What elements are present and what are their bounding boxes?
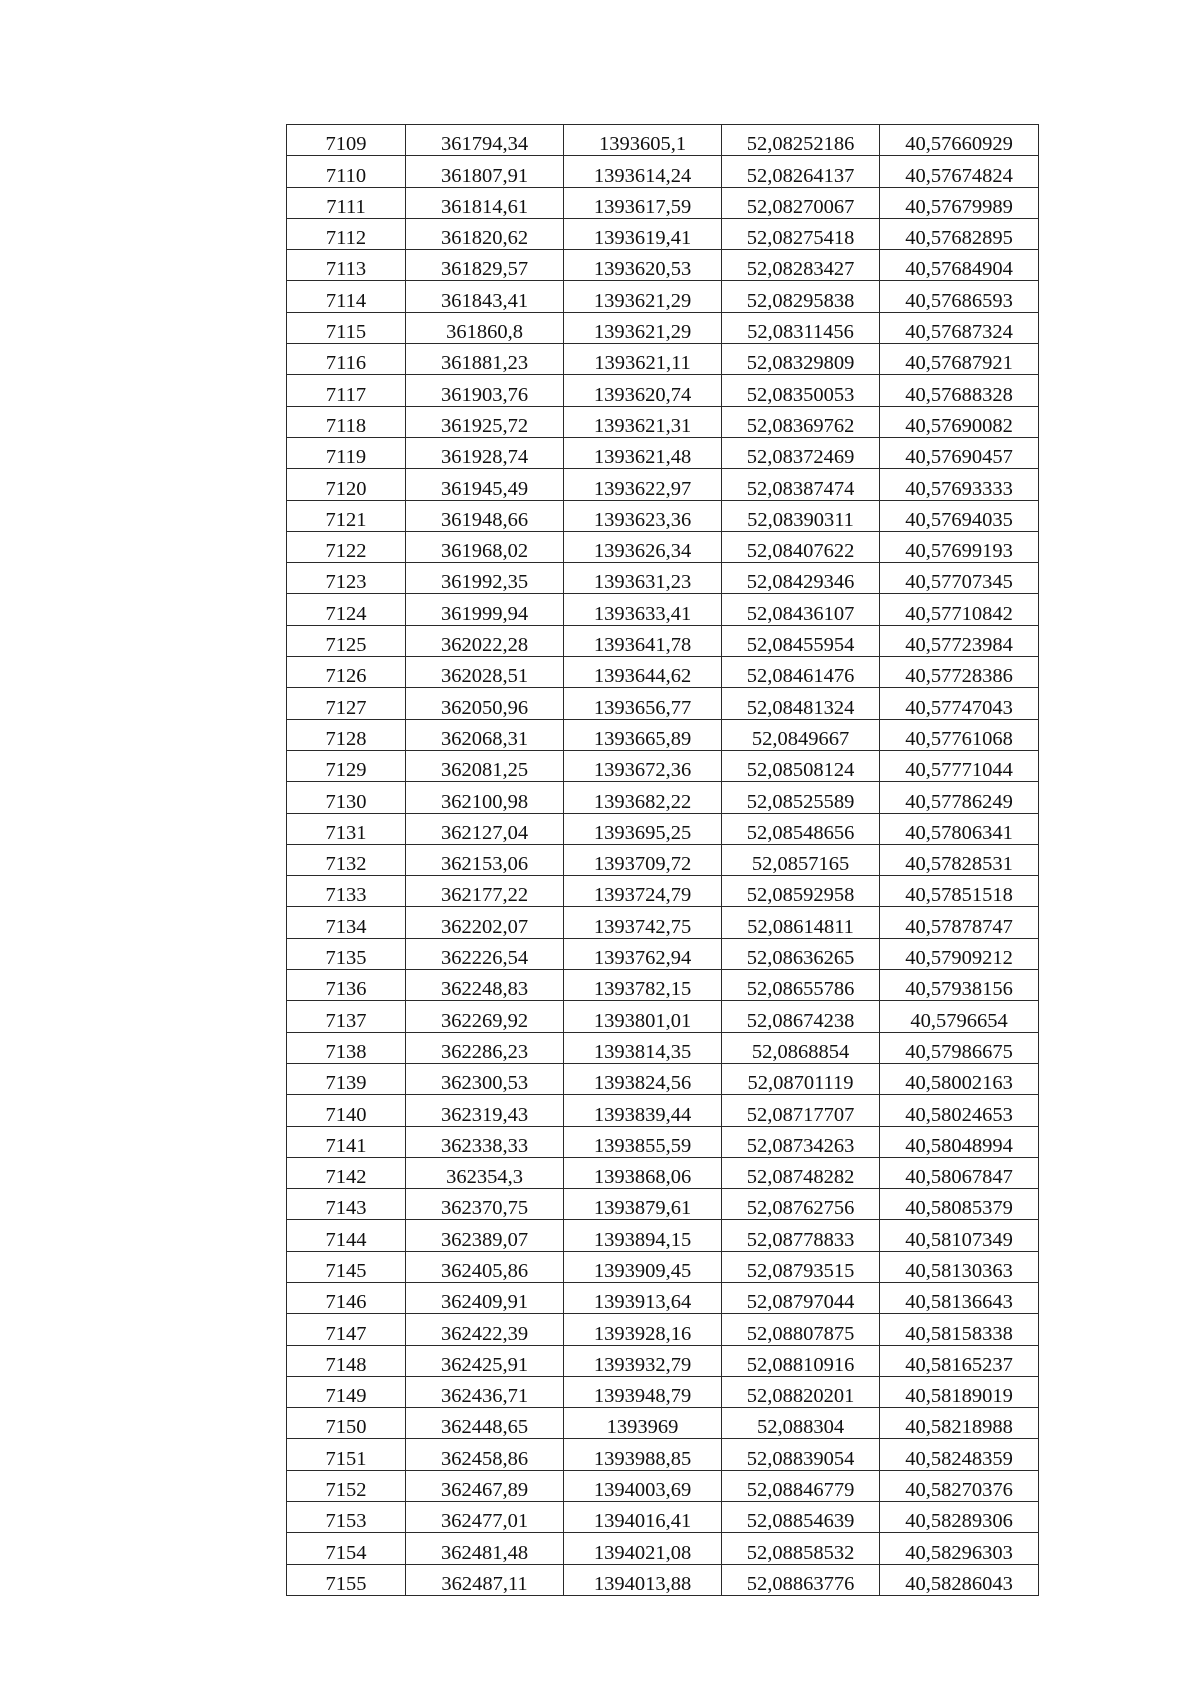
table-row [287, 782, 1039, 813]
y-coordinate-cell: 1393620,74 [564, 375, 722, 406]
x-coordinate-cell: 362068,31 [406, 719, 564, 750]
x-coordinate-cell: 362286,23 [406, 1032, 564, 1063]
longitude-cell: 40,57909212 [880, 938, 1039, 969]
longitude-cell: 40,58024653 [880, 1095, 1039, 1126]
latitude-cell: 52,08636265 [722, 938, 880, 969]
x-coordinate-cell: 361814,61 [406, 187, 564, 218]
point-number-cell: 7120 [287, 469, 406, 500]
table-row [287, 1126, 1039, 1157]
table-row [287, 876, 1039, 907]
table-row [287, 1220, 1039, 1251]
latitude-cell: 52,08508124 [722, 750, 880, 781]
x-coordinate-cell: 362153,06 [406, 844, 564, 875]
y-coordinate-cell: 1393948,79 [564, 1376, 722, 1407]
y-coordinate-cell: 1393605,1 [564, 125, 722, 156]
coordinates-table [286, 124, 1039, 1596]
y-coordinate-cell: 1394013,88 [564, 1564, 722, 1595]
x-coordinate-cell: 361829,57 [406, 250, 564, 281]
longitude-cell: 40,58158338 [880, 1314, 1039, 1345]
point-number-cell: 7111 [287, 187, 406, 218]
table-row [287, 156, 1039, 187]
table-row [287, 813, 1039, 844]
point-number-cell: 7129 [287, 750, 406, 781]
table-row [287, 1470, 1039, 1501]
latitude-cell: 52,08839054 [722, 1439, 880, 1470]
point-number-cell: 7154 [287, 1533, 406, 1564]
point-number-cell: 7147 [287, 1314, 406, 1345]
longitude-cell: 40,57986675 [880, 1032, 1039, 1063]
y-coordinate-cell: 1393695,25 [564, 813, 722, 844]
y-coordinate-cell: 1393988,85 [564, 1439, 722, 1470]
latitude-cell: 52,08429346 [722, 563, 880, 594]
point-number-cell: 7148 [287, 1345, 406, 1376]
longitude-cell: 40,57674824 [880, 156, 1039, 187]
coordinates-table-body [287, 125, 1039, 1596]
longitude-cell: 40,58130363 [880, 1251, 1039, 1282]
x-coordinate-cell: 362458,86 [406, 1439, 564, 1470]
x-coordinate-cell: 362338,33 [406, 1126, 564, 1157]
x-coordinate-cell: 362467,89 [406, 1470, 564, 1501]
y-coordinate-cell: 1393724,79 [564, 876, 722, 907]
longitude-cell: 40,58085379 [880, 1189, 1039, 1220]
table-row [287, 719, 1039, 750]
x-coordinate-cell: 362409,91 [406, 1282, 564, 1313]
y-coordinate-cell: 1393626,34 [564, 531, 722, 562]
table-row [287, 218, 1039, 249]
y-coordinate-cell: 1393782,15 [564, 970, 722, 1001]
table-row [287, 1439, 1039, 1470]
point-number-cell: 7117 [287, 375, 406, 406]
point-number-cell: 7123 [287, 563, 406, 594]
y-coordinate-cell: 1393621,48 [564, 437, 722, 468]
point-number-cell: 7125 [287, 625, 406, 656]
longitude-cell: 40,57938156 [880, 970, 1039, 1001]
x-coordinate-cell: 362487,11 [406, 1564, 564, 1595]
point-number-cell: 7135 [287, 938, 406, 969]
x-coordinate-cell: 362370,75 [406, 1189, 564, 1220]
point-number-cell: 7132 [287, 844, 406, 875]
x-coordinate-cell: 362226,54 [406, 938, 564, 969]
latitude-cell: 52,0857165 [722, 844, 880, 875]
latitude-cell: 52,08436107 [722, 594, 880, 625]
table-row [287, 469, 1039, 500]
x-coordinate-cell: 362050,96 [406, 688, 564, 719]
table-row [287, 1157, 1039, 1188]
table-row [287, 1564, 1039, 1595]
x-coordinate-cell: 361820,62 [406, 218, 564, 249]
y-coordinate-cell: 1393644,62 [564, 657, 722, 688]
x-coordinate-cell: 361903,76 [406, 375, 564, 406]
latitude-cell: 52,08778833 [722, 1220, 880, 1251]
latitude-cell: 52,08717707 [722, 1095, 880, 1126]
latitude-cell: 52,08734263 [722, 1126, 880, 1157]
latitude-cell: 52,08701119 [722, 1063, 880, 1094]
latitude-cell: 52,08461476 [722, 657, 880, 688]
point-number-cell: 7126 [287, 657, 406, 688]
point-number-cell: 7134 [287, 907, 406, 938]
x-coordinate-cell: 361992,35 [406, 563, 564, 594]
point-number-cell: 7149 [287, 1376, 406, 1407]
table-row [287, 750, 1039, 781]
table-row [287, 563, 1039, 594]
longitude-cell: 40,57878747 [880, 907, 1039, 938]
longitude-cell: 40,57687324 [880, 312, 1039, 343]
point-number-cell: 7119 [287, 437, 406, 468]
y-coordinate-cell: 1393621,31 [564, 406, 722, 437]
y-coordinate-cell: 1394021,08 [564, 1533, 722, 1564]
x-coordinate-cell: 362389,07 [406, 1220, 564, 1251]
longitude-cell: 40,58048994 [880, 1126, 1039, 1157]
x-coordinate-cell: 362300,53 [406, 1063, 564, 1094]
point-number-cell: 7141 [287, 1126, 406, 1157]
x-coordinate-cell: 361945,49 [406, 469, 564, 500]
x-coordinate-cell: 362248,83 [406, 970, 564, 1001]
longitude-cell: 40,5796654 [880, 1001, 1039, 1032]
latitude-cell: 52,0868854 [722, 1032, 880, 1063]
latitude-cell: 52,08807875 [722, 1314, 880, 1345]
x-coordinate-cell: 362477,01 [406, 1502, 564, 1533]
y-coordinate-cell: 1394003,69 [564, 1470, 722, 1501]
latitude-cell: 52,08674238 [722, 1001, 880, 1032]
point-number-cell: 7136 [287, 970, 406, 1001]
point-number-cell: 7142 [287, 1157, 406, 1188]
table-row [287, 657, 1039, 688]
point-number-cell: 7153 [287, 1502, 406, 1533]
y-coordinate-cell: 1393620,53 [564, 250, 722, 281]
longitude-cell: 40,58165237 [880, 1345, 1039, 1376]
table-row [287, 1376, 1039, 1407]
y-coordinate-cell: 1393682,22 [564, 782, 722, 813]
point-number-cell: 7118 [287, 406, 406, 437]
longitude-cell: 40,57728386 [880, 657, 1039, 688]
y-coordinate-cell: 1393824,56 [564, 1063, 722, 1094]
x-coordinate-cell: 362481,48 [406, 1533, 564, 1564]
x-coordinate-cell: 362269,92 [406, 1001, 564, 1032]
x-coordinate-cell: 362022,28 [406, 625, 564, 656]
longitude-cell: 40,57660929 [880, 125, 1039, 156]
x-coordinate-cell: 361928,74 [406, 437, 564, 468]
point-number-cell: 7128 [287, 719, 406, 750]
y-coordinate-cell: 1393622,97 [564, 469, 722, 500]
latitude-cell: 52,08525589 [722, 782, 880, 813]
y-coordinate-cell: 1393868,06 [564, 1157, 722, 1188]
longitude-cell: 40,57761068 [880, 719, 1039, 750]
longitude-cell: 40,58296303 [880, 1533, 1039, 1564]
y-coordinate-cell: 1393621,29 [564, 281, 722, 312]
latitude-cell: 52,08481324 [722, 688, 880, 719]
longitude-cell: 40,57684904 [880, 250, 1039, 281]
point-number-cell: 7127 [287, 688, 406, 719]
x-coordinate-cell: 361843,41 [406, 281, 564, 312]
longitude-cell: 40,57710842 [880, 594, 1039, 625]
x-coordinate-cell: 362319,43 [406, 1095, 564, 1126]
table-row [287, 344, 1039, 375]
latitude-cell: 52,08275418 [722, 218, 880, 249]
latitude-cell: 52,08863776 [722, 1564, 880, 1595]
latitude-cell: 52,08283427 [722, 250, 880, 281]
latitude-cell: 52,08854639 [722, 1502, 880, 1533]
table-row [287, 437, 1039, 468]
point-number-cell: 7144 [287, 1220, 406, 1251]
x-coordinate-cell: 362436,71 [406, 1376, 564, 1407]
table-row [287, 1001, 1039, 1032]
longitude-cell: 40,58002163 [880, 1063, 1039, 1094]
longitude-cell: 40,58136643 [880, 1282, 1039, 1313]
point-number-cell: 7121 [287, 500, 406, 531]
point-number-cell: 7140 [287, 1095, 406, 1126]
x-coordinate-cell: 361794,34 [406, 125, 564, 156]
y-coordinate-cell: 1393621,11 [564, 344, 722, 375]
y-coordinate-cell: 1393614,24 [564, 156, 722, 187]
point-number-cell: 7152 [287, 1470, 406, 1501]
latitude-cell: 52,08614811 [722, 907, 880, 938]
table-row [287, 375, 1039, 406]
x-coordinate-cell: 362354,3 [406, 1157, 564, 1188]
latitude-cell: 52,08407622 [722, 531, 880, 562]
y-coordinate-cell: 1393633,41 [564, 594, 722, 625]
table-row [287, 1533, 1039, 1564]
longitude-cell: 40,57686593 [880, 281, 1039, 312]
x-coordinate-cell: 362028,51 [406, 657, 564, 688]
y-coordinate-cell: 1393665,89 [564, 719, 722, 750]
table-row [287, 1345, 1039, 1376]
longitude-cell: 40,58286043 [880, 1564, 1039, 1595]
table-row [287, 1282, 1039, 1313]
latitude-cell: 52,08762756 [722, 1189, 880, 1220]
y-coordinate-cell: 1393969 [564, 1408, 722, 1439]
table-row [287, 625, 1039, 656]
point-number-cell: 7133 [287, 876, 406, 907]
x-coordinate-cell: 362081,25 [406, 750, 564, 781]
table-row [287, 1189, 1039, 1220]
longitude-cell: 40,58067847 [880, 1157, 1039, 1188]
table-row [287, 1251, 1039, 1282]
y-coordinate-cell: 1393762,94 [564, 938, 722, 969]
y-coordinate-cell: 1393617,59 [564, 187, 722, 218]
longitude-cell: 40,57690082 [880, 406, 1039, 437]
latitude-cell: 52,08252186 [722, 125, 880, 156]
y-coordinate-cell: 1393621,29 [564, 312, 722, 343]
point-number-cell: 7114 [287, 281, 406, 312]
latitude-cell: 52,08655786 [722, 970, 880, 1001]
y-coordinate-cell: 1393656,77 [564, 688, 722, 719]
longitude-cell: 40,57747043 [880, 688, 1039, 719]
table-row [287, 312, 1039, 343]
y-coordinate-cell: 1393631,23 [564, 563, 722, 594]
latitude-cell: 52,08295838 [722, 281, 880, 312]
latitude-cell: 52,0849667 [722, 719, 880, 750]
table-row [287, 594, 1039, 625]
table-row [287, 1502, 1039, 1533]
longitude-cell: 40,57707345 [880, 563, 1039, 594]
x-coordinate-cell: 362405,86 [406, 1251, 564, 1282]
y-coordinate-cell: 1393909,45 [564, 1251, 722, 1282]
longitude-cell: 40,57851518 [880, 876, 1039, 907]
table-row [287, 844, 1039, 875]
x-coordinate-cell: 362177,22 [406, 876, 564, 907]
point-number-cell: 7138 [287, 1032, 406, 1063]
y-coordinate-cell: 1393623,36 [564, 500, 722, 531]
point-number-cell: 7109 [287, 125, 406, 156]
table-row [287, 531, 1039, 562]
table-row [287, 1032, 1039, 1063]
longitude-cell: 40,58107349 [880, 1220, 1039, 1251]
table-row [287, 688, 1039, 719]
point-number-cell: 7150 [287, 1408, 406, 1439]
y-coordinate-cell: 1393641,78 [564, 625, 722, 656]
latitude-cell: 52,088304 [722, 1408, 880, 1439]
x-coordinate-cell: 361881,23 [406, 344, 564, 375]
point-number-cell: 7124 [287, 594, 406, 625]
y-coordinate-cell: 1394016,41 [564, 1502, 722, 1533]
point-number-cell: 7116 [287, 344, 406, 375]
latitude-cell: 52,08455954 [722, 625, 880, 656]
x-coordinate-cell: 362127,04 [406, 813, 564, 844]
y-coordinate-cell: 1393894,15 [564, 1220, 722, 1251]
x-coordinate-cell: 362448,65 [406, 1408, 564, 1439]
longitude-cell: 40,57699193 [880, 531, 1039, 562]
x-coordinate-cell: 362425,91 [406, 1345, 564, 1376]
y-coordinate-cell: 1393709,72 [564, 844, 722, 875]
longitude-cell: 40,57828531 [880, 844, 1039, 875]
point-number-cell: 7113 [287, 250, 406, 281]
point-number-cell: 7139 [287, 1063, 406, 1094]
y-coordinate-cell: 1393913,64 [564, 1282, 722, 1313]
longitude-cell: 40,57682895 [880, 218, 1039, 249]
table-row [287, 406, 1039, 437]
table-row [287, 1408, 1039, 1439]
table-row [287, 500, 1039, 531]
x-coordinate-cell: 362100,98 [406, 782, 564, 813]
longitude-cell: 40,58270376 [880, 1470, 1039, 1501]
latitude-cell: 52,08748282 [722, 1157, 880, 1188]
longitude-cell: 40,58189019 [880, 1376, 1039, 1407]
latitude-cell: 52,08311456 [722, 312, 880, 343]
y-coordinate-cell: 1393801,01 [564, 1001, 722, 1032]
longitude-cell: 40,57723984 [880, 625, 1039, 656]
latitude-cell: 52,08390311 [722, 500, 880, 531]
x-coordinate-cell: 362422,39 [406, 1314, 564, 1345]
x-coordinate-cell: 361968,02 [406, 531, 564, 562]
y-coordinate-cell: 1393855,59 [564, 1126, 722, 1157]
longitude-cell: 40,58289306 [880, 1502, 1039, 1533]
y-coordinate-cell: 1393619,41 [564, 218, 722, 249]
longitude-cell: 40,57693333 [880, 469, 1039, 500]
latitude-cell: 52,08264137 [722, 156, 880, 187]
point-number-cell: 7110 [287, 156, 406, 187]
y-coordinate-cell: 1393672,36 [564, 750, 722, 781]
latitude-cell: 52,08372469 [722, 437, 880, 468]
point-number-cell: 7115 [287, 312, 406, 343]
point-number-cell: 7143 [287, 1189, 406, 1220]
point-number-cell: 7137 [287, 1001, 406, 1032]
table-row [287, 281, 1039, 312]
longitude-cell: 40,57806341 [880, 813, 1039, 844]
y-coordinate-cell: 1393928,16 [564, 1314, 722, 1345]
latitude-cell: 52,08329809 [722, 344, 880, 375]
table-row [287, 907, 1039, 938]
point-number-cell: 7130 [287, 782, 406, 813]
table-row [287, 1063, 1039, 1094]
longitude-cell: 40,57690457 [880, 437, 1039, 468]
latitude-cell: 52,08369762 [722, 406, 880, 437]
latitude-cell: 52,08592958 [722, 876, 880, 907]
longitude-cell: 40,58248359 [880, 1439, 1039, 1470]
longitude-cell: 40,57771044 [880, 750, 1039, 781]
point-number-cell: 7151 [287, 1439, 406, 1470]
point-number-cell: 7146 [287, 1282, 406, 1313]
latitude-cell: 52,08548656 [722, 813, 880, 844]
table-row [287, 970, 1039, 1001]
y-coordinate-cell: 1393814,35 [564, 1032, 722, 1063]
latitude-cell: 52,08858532 [722, 1533, 880, 1564]
longitude-cell: 40,57679989 [880, 187, 1039, 218]
longitude-cell: 40,58218988 [880, 1408, 1039, 1439]
longitude-cell: 40,57786249 [880, 782, 1039, 813]
point-number-cell: 7112 [287, 218, 406, 249]
y-coordinate-cell: 1393839,44 [564, 1095, 722, 1126]
y-coordinate-cell: 1393932,79 [564, 1345, 722, 1376]
latitude-cell: 52,08270067 [722, 187, 880, 218]
point-number-cell: 7122 [287, 531, 406, 562]
x-coordinate-cell: 361999,94 [406, 594, 564, 625]
point-number-cell: 7155 [287, 1564, 406, 1595]
point-number-cell: 7145 [287, 1251, 406, 1282]
x-coordinate-cell: 361948,66 [406, 500, 564, 531]
table-row [287, 938, 1039, 969]
latitude-cell: 52,08810916 [722, 1345, 880, 1376]
latitude-cell: 52,08797044 [722, 1282, 880, 1313]
y-coordinate-cell: 1393879,61 [564, 1189, 722, 1220]
table-row [287, 250, 1039, 281]
table-row [287, 187, 1039, 218]
latitude-cell: 52,08793515 [722, 1251, 880, 1282]
x-coordinate-cell: 362202,07 [406, 907, 564, 938]
latitude-cell: 52,08350053 [722, 375, 880, 406]
y-coordinate-cell: 1393742,75 [564, 907, 722, 938]
table-row [287, 1095, 1039, 1126]
x-coordinate-cell: 361860,8 [406, 312, 564, 343]
point-number-cell: 7131 [287, 813, 406, 844]
latitude-cell: 52,08820201 [722, 1376, 880, 1407]
x-coordinate-cell: 361925,72 [406, 406, 564, 437]
x-coordinate-cell: 361807,91 [406, 156, 564, 187]
longitude-cell: 40,57687921 [880, 344, 1039, 375]
latitude-cell: 52,08846779 [722, 1470, 880, 1501]
table-row [287, 1314, 1039, 1345]
longitude-cell: 40,57694035 [880, 500, 1039, 531]
longitude-cell: 40,57688328 [880, 375, 1039, 406]
latitude-cell: 52,08387474 [722, 469, 880, 500]
table-row [287, 125, 1039, 156]
